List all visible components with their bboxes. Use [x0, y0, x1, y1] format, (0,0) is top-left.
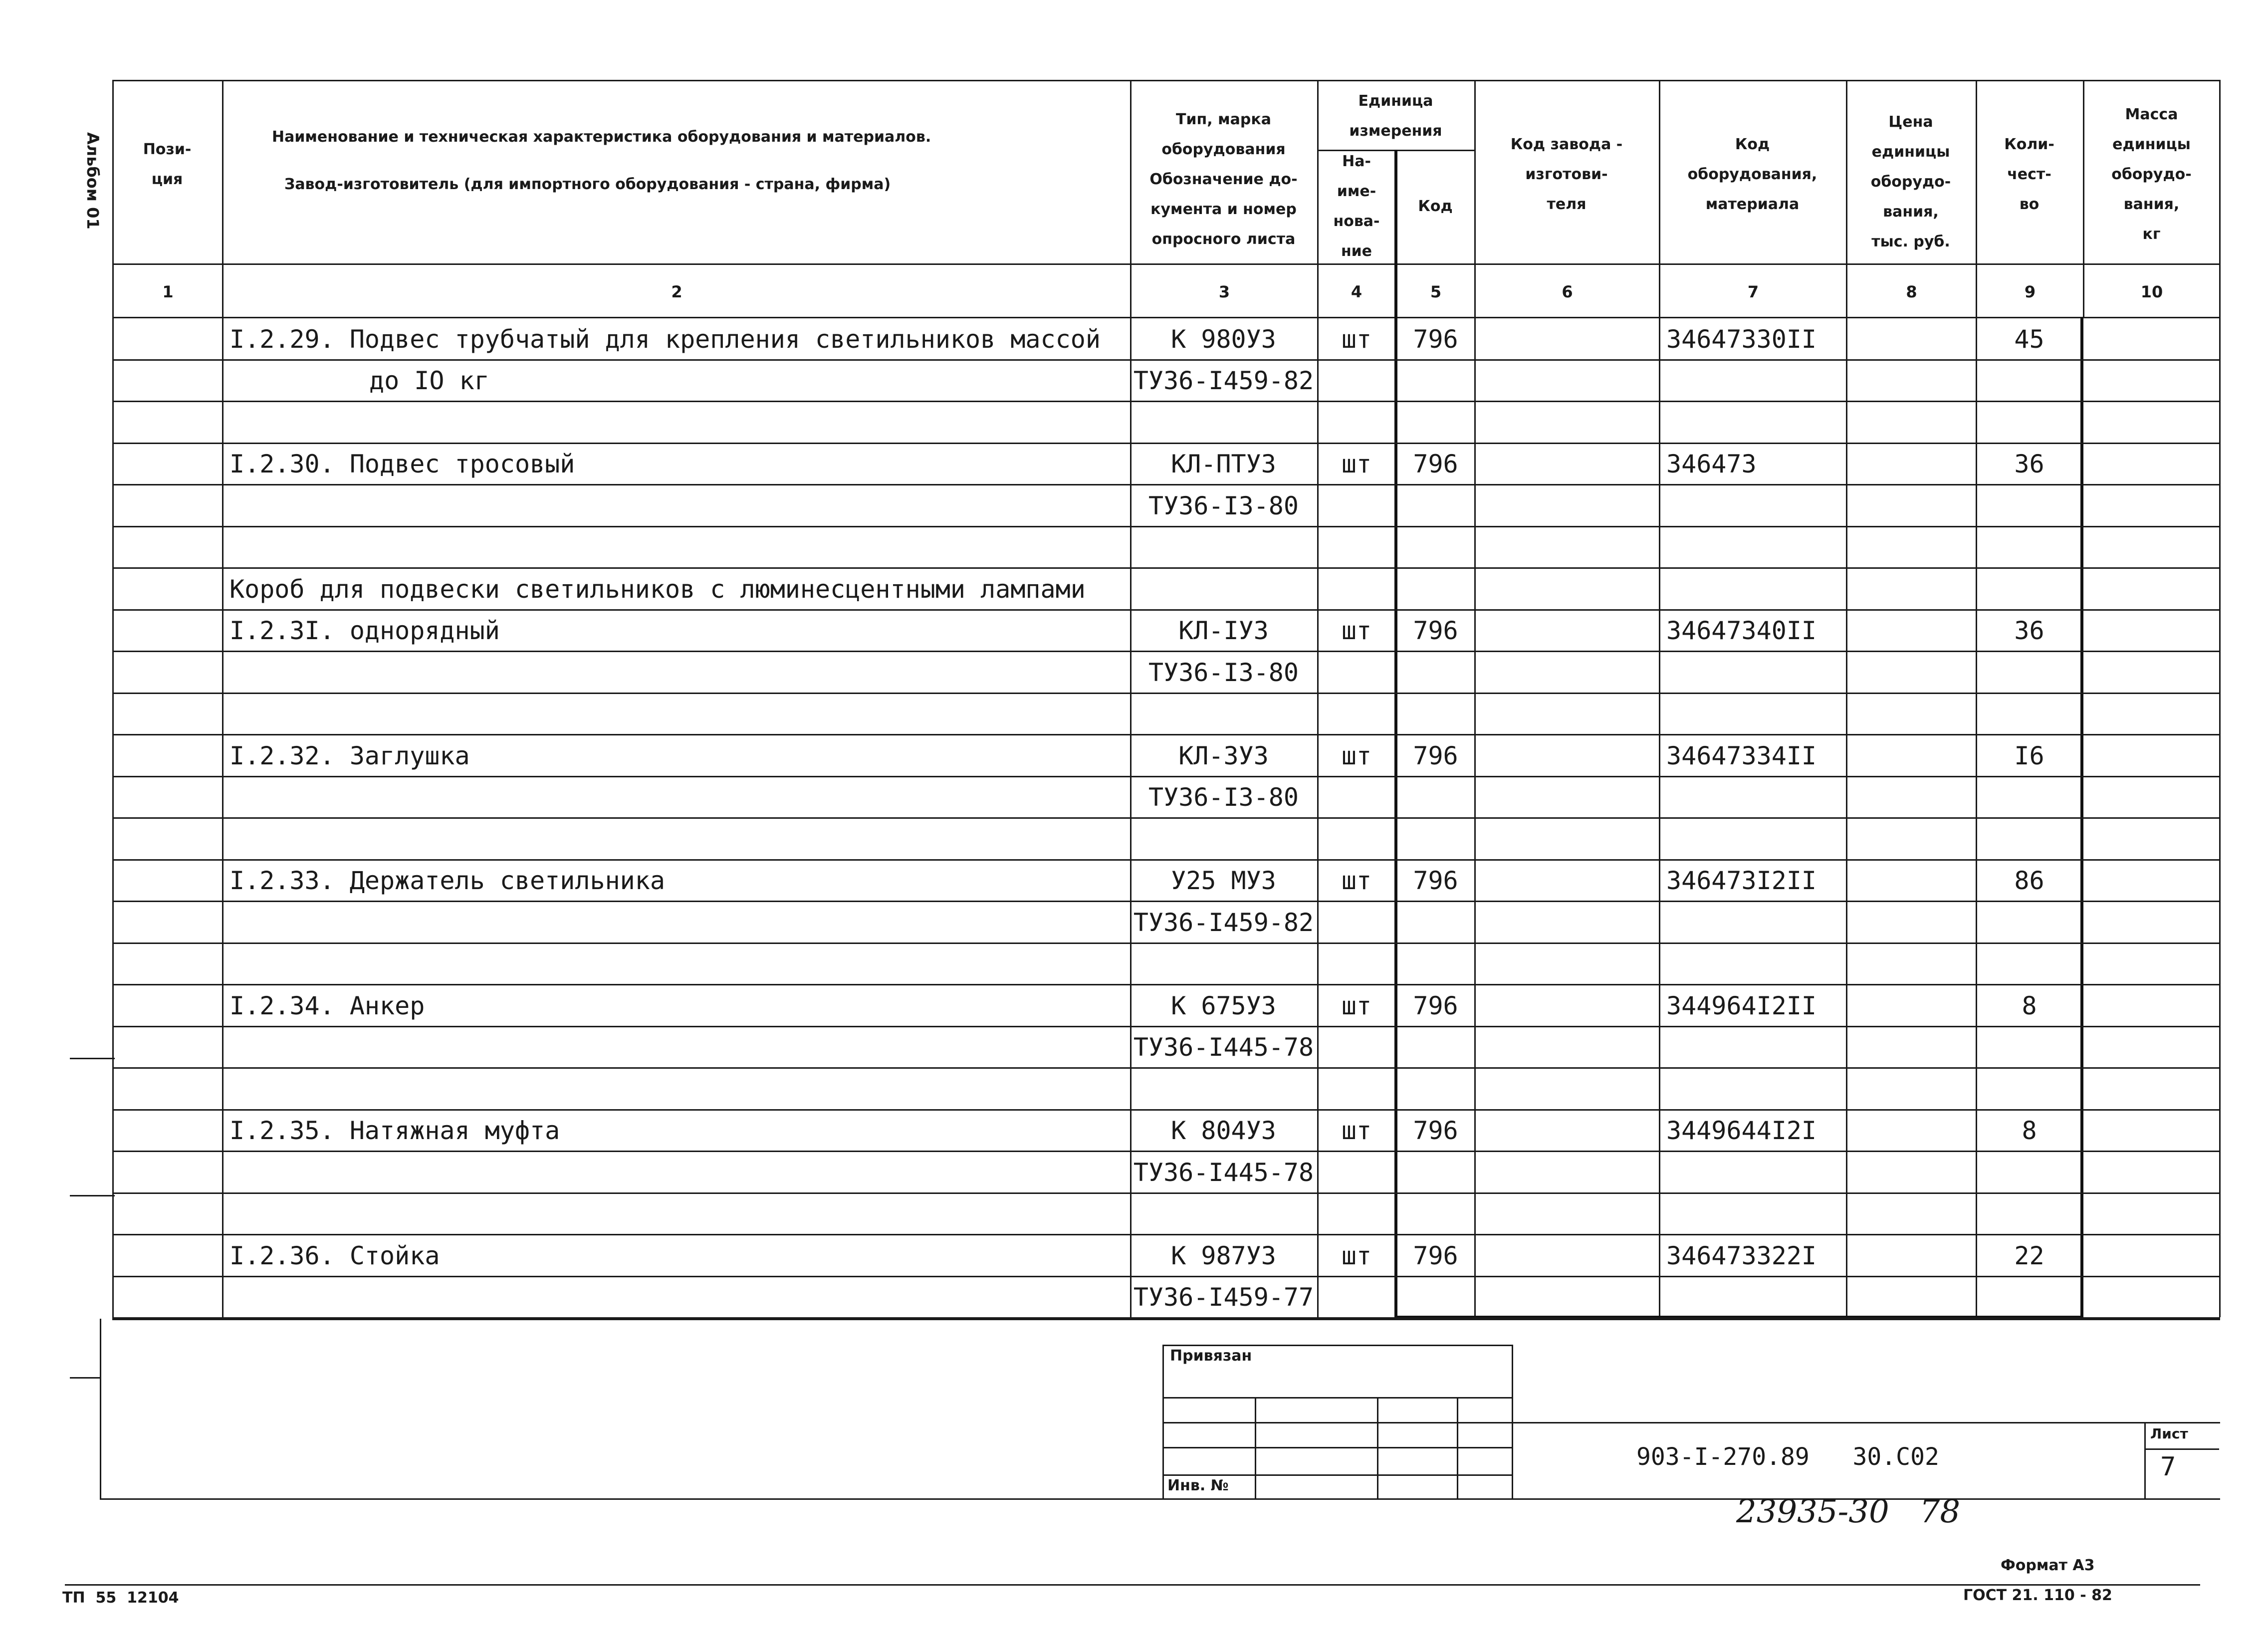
header-factory-code: Код завода - изготови- теля: [1510, 136, 1623, 213]
header-unit-name: На- име- нова- ние: [1333, 153, 1380, 260]
header-unit-mass: Масса единицы оборудо- вания, кг: [2111, 106, 2192, 243]
item-name: Короб для подвески светильников с люминесцентными лампами: [229, 574, 1086, 604]
table-row-divider: [112, 734, 2220, 735]
header-unit-price: Цена единицы оборудо- вания, тыс. руб.: [1870, 113, 1951, 250]
table-row-divider: [112, 401, 2220, 402]
item-quantity: 86: [2014, 866, 2044, 896]
item-quantity: 45: [2014, 324, 2044, 354]
column-number: 9: [2024, 282, 2036, 301]
item-quantity: I6: [2014, 741, 2044, 770]
item-unit-code: 796: [1413, 450, 1458, 479]
sheet-number: 7: [2160, 1452, 2176, 1482]
item-equipment-code: 346473I2II: [1666, 866, 1817, 896]
table-row-divider: [112, 776, 2220, 777]
margin-tick: [70, 1195, 115, 1196]
item-name: I.2.29. Подвес трубчатый для крепления светильников массой: [229, 324, 1101, 354]
table-row-divider: [112, 651, 2220, 652]
header-unit-group: Единица измерения: [1349, 92, 1442, 140]
item-unit-code: 796: [1413, 741, 1458, 770]
header-quantity: Коли- чест- во: [2004, 136, 2054, 213]
column-number: 6: [1562, 282, 1573, 301]
table-row-divider: [112, 859, 2220, 861]
item-unit: шт: [1341, 616, 1372, 646]
item-name: I.2.3I. однорядный: [229, 616, 500, 646]
item-quantity: 36: [2014, 450, 2044, 479]
table-row-divider: [112, 1317, 2220, 1319]
item-unit: шт: [1341, 741, 1372, 770]
item-equipment-code: 34647340II: [1666, 616, 1817, 646]
table-row-divider: [112, 359, 2220, 361]
item-type: ТУ36-I459-77: [1133, 1283, 1314, 1312]
item-name: I.2.30. Подвес тросовый: [229, 450, 575, 479]
table-row-divider: [112, 1151, 2220, 1152]
column-number: 10: [2140, 282, 2163, 301]
stamp-linked-label: Привязан: [1170, 1347, 1252, 1365]
header-unit-code: Код: [1418, 198, 1453, 215]
item-unit: шт: [1341, 991, 1372, 1020]
table-row-divider: [112, 693, 2220, 694]
item-name: I.2.35. Натяжная муфта: [229, 1116, 560, 1146]
table-row-divider: [112, 1067, 2220, 1069]
item-type: ТУ36-I459-82: [1133, 366, 1314, 396]
table-row-divider: [112, 609, 2220, 611]
item-name: I.2.36. Стойка: [229, 1241, 440, 1270]
header-position: Пози- ция: [143, 141, 192, 188]
footer-left-code: ТП 55 12104: [62, 1589, 179, 1607]
column-number: 4: [1351, 282, 1362, 301]
header-name-line1: Наименование и техническая характеристика оборудования и материалов.: [272, 128, 931, 146]
column-number: 3: [1218, 282, 1230, 301]
item-equipment-code: 346473: [1666, 450, 1757, 479]
item-unit: шт: [1341, 324, 1372, 354]
header-name-line2: Завод-изготовитель (для импортного оборудования - страна, фирма): [284, 176, 891, 193]
column-number: 5: [1430, 282, 1442, 301]
margin-tick: [70, 1058, 115, 1059]
item-type: У25 МУ3: [1171, 866, 1276, 896]
table-row-divider: [112, 1276, 2220, 1277]
table-row-divider: [112, 1109, 2220, 1111]
item-unit: шт: [1341, 1241, 1372, 1270]
column-number: 2: [671, 282, 682, 301]
item-type: КЛ-ПТУ3: [1171, 450, 1276, 479]
album-side-label: Альбом 01: [83, 132, 102, 230]
table-row-divider: [112, 484, 2220, 485]
stamp-inventory-label: Инв. №: [1167, 1477, 1229, 1494]
table-row-divider: [112, 443, 2220, 444]
item-equipment-code: 34647334II: [1666, 741, 1817, 770]
item-unit-code: 796: [1413, 324, 1458, 354]
table-row-divider: [112, 567, 2220, 569]
item-equipment-code: 34647330II: [1666, 324, 1817, 354]
item-type: К 804У3: [1171, 1116, 1276, 1146]
footer-format: Формат А3: [2001, 1557, 2095, 1574]
item-type: ТУ36-I445-78: [1133, 1158, 1314, 1187]
item-quantity: 8: [2022, 991, 2037, 1020]
table-row-divider: [112, 984, 2220, 985]
item-quantity: 22: [2014, 1241, 2044, 1270]
item-quantity: 36: [2014, 616, 2044, 646]
item-unit-code: 796: [1413, 616, 1458, 646]
item-type: ТУ36-I445-78: [1133, 1033, 1314, 1062]
item-equipment-code: 346473322I: [1666, 1241, 1817, 1270]
table-row-divider: [112, 817, 2220, 819]
item-unit-code: 796: [1413, 1116, 1458, 1146]
column-number: 8: [1906, 282, 1917, 301]
item-type: ТУ36-I3-80: [1148, 491, 1299, 520]
item-name: I.2.34. Анкер: [229, 991, 425, 1020]
item-unit-code: 796: [1413, 991, 1458, 1020]
item-equipment-code: 344964I2II: [1666, 991, 1817, 1020]
table-row-divider: [112, 1026, 2220, 1027]
handwritten-number: 23935-30 78: [1736, 1493, 1961, 1530]
item-unit-code: 796: [1413, 866, 1458, 896]
item-quantity: 8: [2022, 1116, 2037, 1146]
item-equipment-code: 3449644I2I: [1666, 1116, 1817, 1146]
item-type: КЛ-IУ3: [1178, 616, 1269, 646]
header-equipment-code: Код оборудования, материала: [1687, 136, 1817, 213]
table-row-divider: [112, 901, 2220, 902]
item-type: ТУ36-I459-82: [1133, 908, 1314, 937]
column-number: 1: [162, 282, 174, 301]
sheet-label: Лист: [2150, 1425, 2188, 1442]
header-type: Тип, марка оборудования Обозначение до- кумента и номер опросного листа: [1149, 111, 1298, 248]
item-unit: шт: [1341, 866, 1372, 896]
item-unit: шт: [1341, 450, 1372, 479]
item-type: ТУ36-I3-80: [1148, 783, 1299, 812]
item-name: I.2.32. Заглушка: [229, 741, 470, 770]
item-name: до IO кг: [369, 366, 489, 396]
table-row-divider: [112, 526, 2220, 527]
footer-rule: [65, 1584, 2200, 1586]
item-unit: шт: [1341, 1116, 1372, 1146]
table-row-divider: [112, 1192, 2220, 1194]
item-type: К 675У3: [1171, 991, 1276, 1020]
table-row-divider: [112, 943, 2220, 944]
document-code: 903-I-270.89 30.С02: [1636, 1443, 1939, 1471]
item-type: К 987У3: [1171, 1241, 1276, 1270]
item-name: I.2.33. Держатель светильника: [229, 866, 665, 896]
margin-tick: [70, 1377, 100, 1379]
item-type: ТУ36-I3-80: [1148, 658, 1299, 687]
table-row-divider: [112, 1234, 2220, 1235]
item-unit-code: 796: [1413, 1241, 1458, 1270]
item-type: К 980У3: [1171, 324, 1276, 354]
footer-gost: ГОСТ 21. 110 - 82: [1963, 1587, 2112, 1604]
column-number: 7: [1747, 282, 1759, 301]
item-type: КЛ-ЗУ3: [1178, 741, 1269, 770]
